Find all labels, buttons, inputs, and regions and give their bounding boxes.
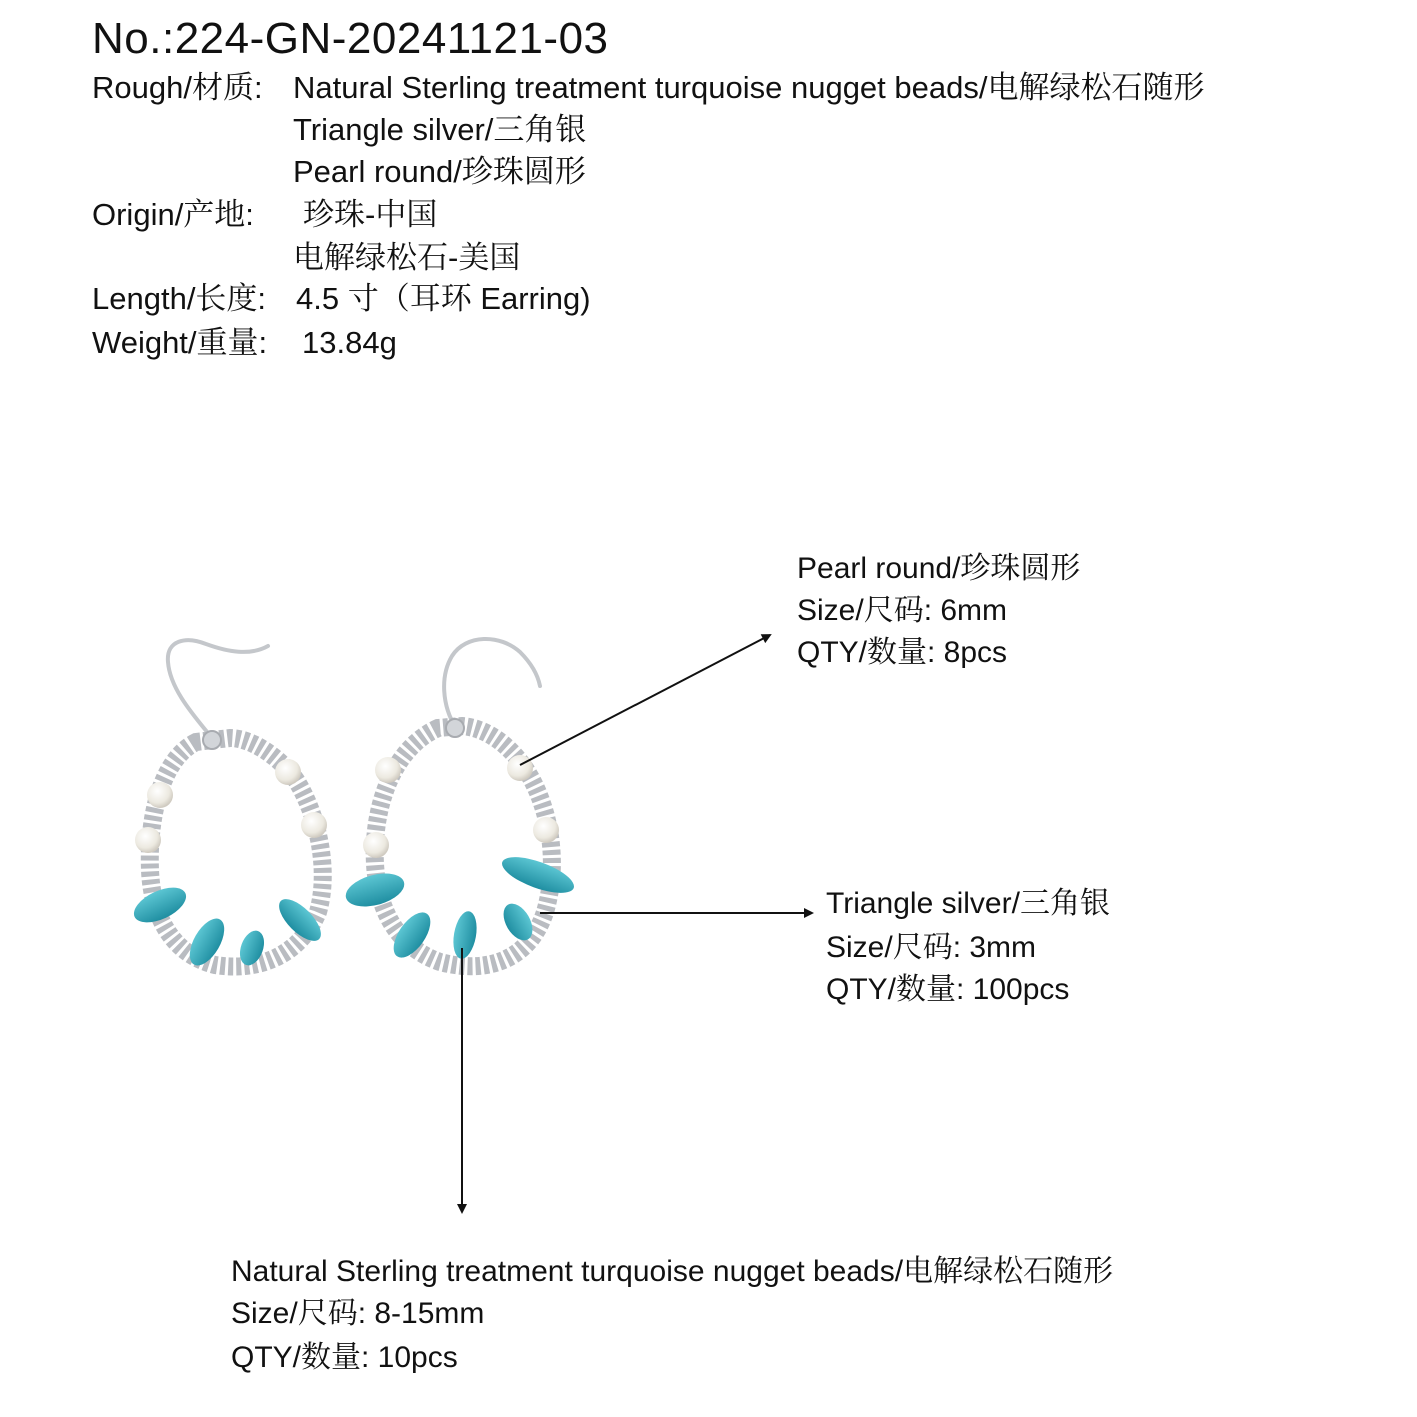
rough-line-silver: Triangle silver/三角银 bbox=[293, 112, 587, 147]
silver-callout-name: Triangle silver/三角银 bbox=[826, 887, 1110, 920]
pearl-callout-qty: QTY/数量: 8pcs bbox=[797, 636, 1008, 669]
silver-callout-qty: QTY/数量: 100pcs bbox=[826, 973, 1070, 1006]
turquoise-callout-qty: QTY/数量: 10pcs bbox=[231, 1341, 458, 1374]
left-clasp bbox=[203, 731, 221, 749]
left-ear-hook bbox=[168, 640, 268, 738]
right-turquoise-nugget bbox=[498, 850, 578, 900]
right-pearl bbox=[363, 832, 389, 858]
rough-line-pearl: Pearl round/珍珠圆形 bbox=[293, 154, 586, 189]
right-pearl bbox=[507, 755, 533, 781]
left-pearl bbox=[301, 812, 327, 838]
weight-value: 13.84g bbox=[302, 325, 397, 360]
left-earring bbox=[129, 640, 328, 971]
pearl-callout-size: Size/尺码: 6mm bbox=[797, 594, 1008, 627]
right-earring bbox=[342, 639, 578, 966]
right-turquoise-nugget bbox=[450, 909, 480, 960]
left-pearl bbox=[135, 827, 161, 853]
turquoise-callout-name: Natural Sterling treatment turquoise nugget beads/电解绿松石随形 bbox=[231, 1255, 1114, 1288]
pearl-arrow bbox=[520, 635, 770, 765]
rough-label: Rough/材质: bbox=[92, 70, 263, 105]
right-clasp bbox=[446, 719, 464, 737]
turquoise-callout-size: Size/尺码: 8-15mm bbox=[231, 1297, 485, 1330]
left-pearl bbox=[147, 782, 173, 808]
product-number: No.:224-GN-20241121-03 bbox=[92, 14, 609, 63]
length-value: 4.5 寸（耳环 Earring) bbox=[296, 281, 591, 316]
left-pearl bbox=[275, 759, 301, 785]
length-label: Length/长度: bbox=[92, 281, 267, 316]
origin-line-pearl: 珍珠-中国 bbox=[303, 197, 438, 232]
right-ear-hook bbox=[444, 639, 540, 728]
weight-label: Weight/重量: bbox=[92, 325, 268, 360]
right-pearl bbox=[375, 757, 401, 783]
pearl-callout-name: Pearl round/珍珠圆形 bbox=[797, 552, 1081, 585]
right-pearl bbox=[533, 817, 559, 843]
origin-label: Origin/产地: bbox=[92, 197, 254, 232]
origin-line-turquoise: 电解绿松石-美国 bbox=[293, 240, 521, 275]
silver-callout-size: Size/尺码: 3mm bbox=[826, 931, 1037, 964]
rough-line-turquoise: Natural Sterling treatment turquoise nugget beads/电解绿松石随形 bbox=[293, 70, 1205, 105]
